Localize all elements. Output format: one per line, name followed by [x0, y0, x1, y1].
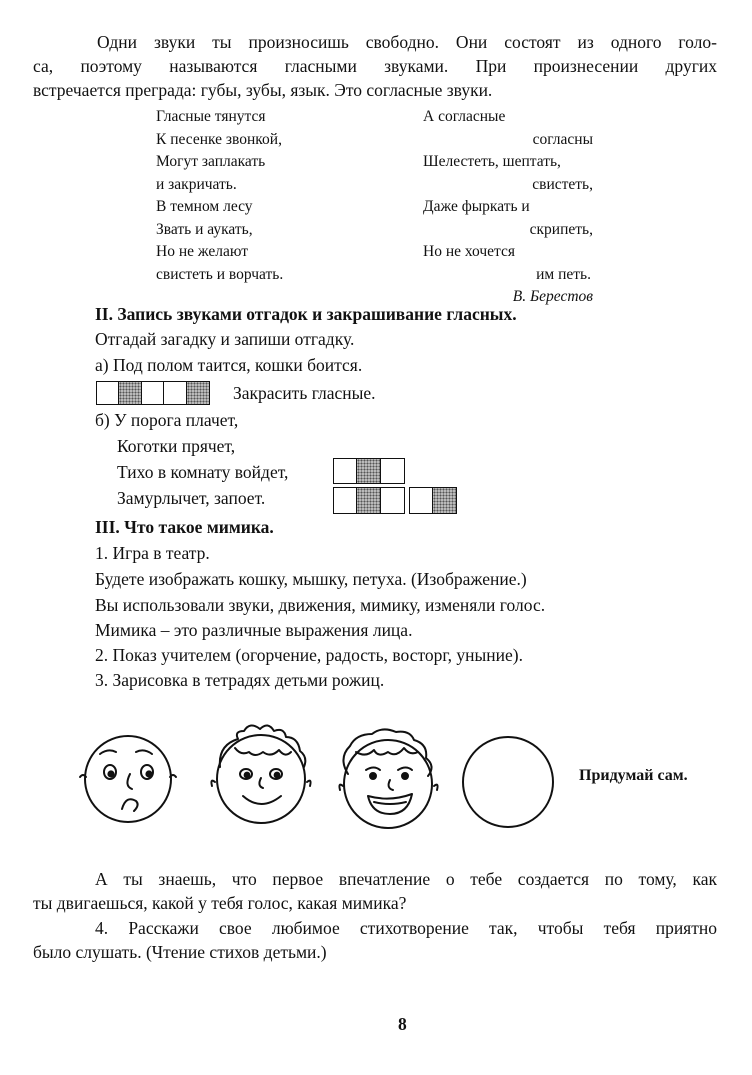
- empty-face-circle-icon: [463, 737, 553, 827]
- section3-line: Будете изображать кошку, мышку, петуха. (Изображение.): [95, 569, 527, 589]
- intro-paragraph: [33, 30, 717, 102]
- intro-line-1: Одни звуки ты произносишь свободно. Они состоят из одного голо-: [97, 32, 717, 52]
- poem-left-line: Но не желают: [156, 243, 249, 260]
- closing-p1-line-1: А ты знаешь, что первое впечатление о тебе создается по тому, как: [95, 869, 717, 889]
- intro-line-3: встречается преграда: губы, зубы, язык. Это согласные звуки.: [33, 80, 493, 100]
- sound-box-vowel[interactable]: [118, 381, 142, 405]
- poem-left-line: Звать и аукать,: [156, 220, 253, 238]
- paint-vowels-label: Закрасить гласные.: [233, 383, 376, 403]
- sound-box-vowel[interactable]: [186, 381, 210, 405]
- smiling-face-icon: [211, 725, 310, 823]
- section3-line: Мимика – это различные выражения лица.: [95, 620, 413, 640]
- sound-box[interactable]: [380, 487, 405, 514]
- sound-box-vowel[interactable]: [432, 487, 457, 514]
- section3-heading: III. Что такое мимика.: [95, 517, 274, 537]
- poem-right-line: скрипеть,: [529, 220, 593, 238]
- section3-line: 1. Игра в театр.: [95, 543, 210, 563]
- sound-box[interactable]: [141, 381, 165, 405]
- sound-box[interactable]: [333, 487, 358, 514]
- poem-right-column: [423, 106, 593, 309]
- riddle-b-line: б) У порога плачет,: [95, 410, 239, 430]
- section2-task: Отгадай загадку и запиши отгадку.: [95, 329, 355, 349]
- poem-left-line: В темном лесу: [156, 198, 253, 215]
- poem-right-line: Но не хочется: [423, 243, 516, 260]
- poem-right-line: им петь.: [536, 265, 591, 283]
- sad-face-icon: [80, 736, 176, 822]
- closing-paragraph-2: [33, 916, 717, 964]
- closing-p2-line-1: 4. Расскажи свое любимое стихотворение так, чтобы тебя приятно: [95, 918, 717, 938]
- riddle-b-line: Замурлычет, запоет.: [117, 488, 266, 508]
- sound-box-vowel[interactable]: [356, 487, 381, 514]
- faces-caption: Придумай сам.: [579, 767, 688, 784]
- sound-scheme-b1[interactable]: [333, 458, 405, 484]
- sound-box[interactable]: [380, 458, 405, 484]
- poem-right-line: согласны: [532, 130, 593, 148]
- sound-scheme-b2[interactable]: [333, 487, 457, 514]
- poem-left-line: и закричать.: [156, 175, 237, 193]
- sound-box-vowel[interactable]: [356, 458, 381, 484]
- riddle-b-line: Коготки прячет,: [117, 436, 236, 456]
- sound-box[interactable]: [163, 381, 187, 405]
- section3-line: 3. Зарисовка в тетрадях детьми рожиц.: [95, 670, 385, 690]
- laughing-face-icon: [339, 729, 437, 828]
- poem-right-line: Шелестеть, шептать,: [423, 153, 561, 170]
- riddle-a: а) Под полом таится, кошки боится.: [95, 355, 363, 375]
- sound-scheme-a[interactable]: [96, 381, 210, 405]
- intro-line-2: са, поэтому называются гласными звуками. При произнесении других: [33, 56, 717, 76]
- poem-right-line: А согласные: [423, 108, 506, 125]
- closing-paragraph-1: [33, 867, 717, 915]
- poem-right-line: Даже фыркать и: [423, 198, 530, 215]
- section3-line: Вы использовали звуки, движения, мимику, изменяли голос.: [95, 595, 546, 615]
- sound-box[interactable]: [96, 381, 120, 405]
- poem-left-line: свистеть и ворчать.: [156, 265, 284, 283]
- poem-right-line: свистеть,: [532, 175, 593, 193]
- closing-p2-line-2: было слушать. (Чтение стихов детьми.): [33, 942, 327, 962]
- section3-line: 2. Показ учителем (огорчение, радость, восторг, уныние).: [95, 645, 523, 665]
- poem-left-column: [156, 106, 283, 286]
- poem-author: В. Берестов: [512, 288, 593, 305]
- closing-p1-line-2: ты двигаешься, какой у тебя голос, какая мимика?: [33, 893, 407, 913]
- page-number: 8: [398, 1014, 407, 1034]
- sound-box[interactable]: [333, 458, 358, 484]
- section2-heading: II. Запись звуками отгадок и закрашивание гласных.: [95, 304, 517, 324]
- poem-left-line: К песенке звонкой,: [156, 130, 282, 148]
- poem-left-line: Могут заплакать: [156, 153, 266, 170]
- riddle-b-line: Тихо в комнату войдет,: [117, 462, 289, 482]
- poem-left-line: Гласные тянутся: [156, 108, 266, 125]
- sound-box[interactable]: [409, 487, 434, 514]
- faces-drawing: [70, 712, 570, 852]
